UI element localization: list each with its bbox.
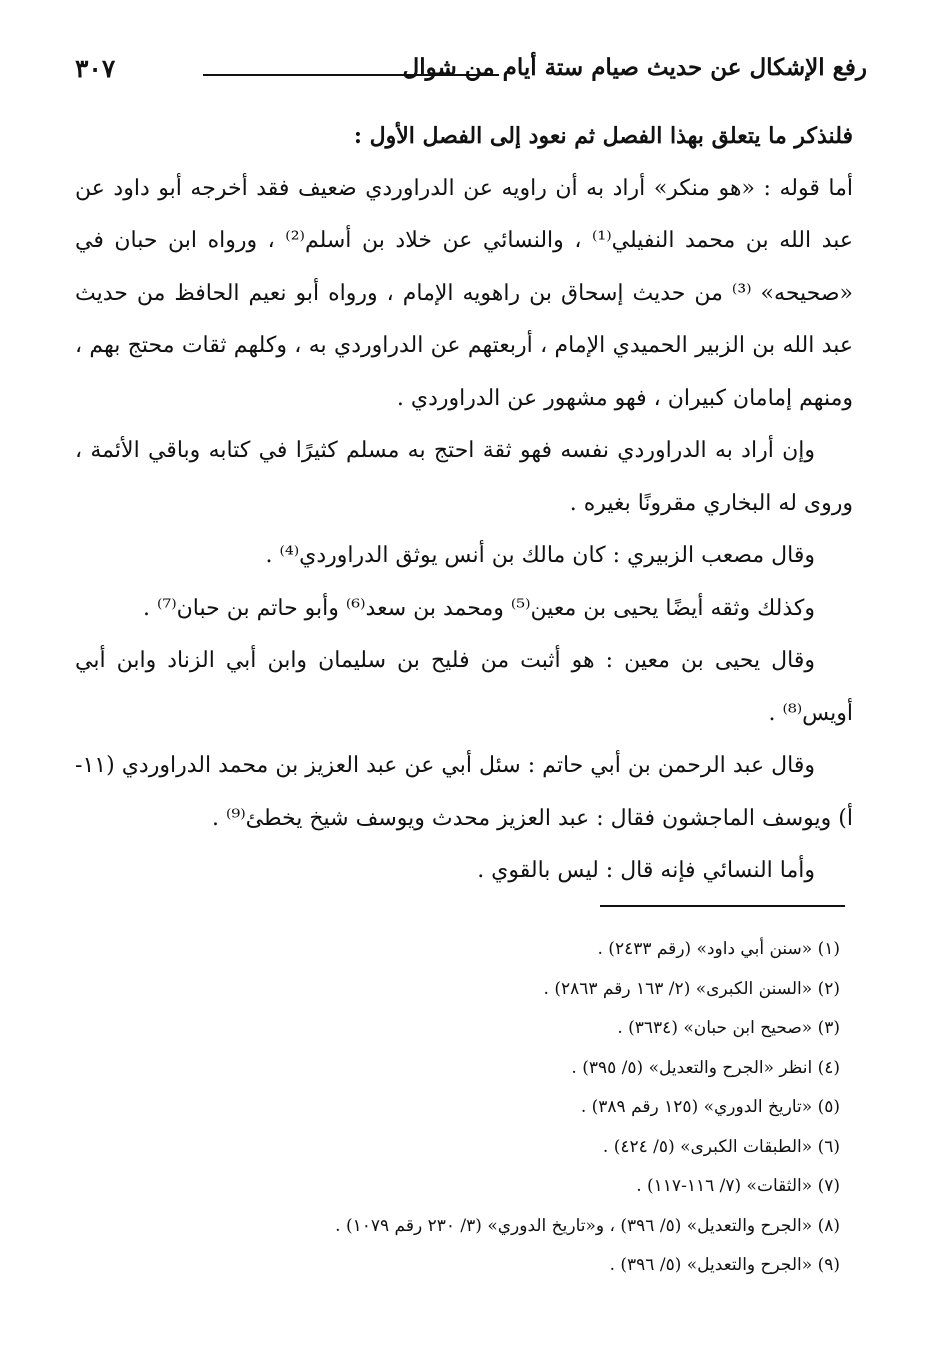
paragraph: وكذلك وثقه أيضًا يحيى بن معين⁽⁵⁾ ومحمد بن سعد⁽⁶⁾ وأبو حاتم بن حبان⁽⁷⁾ . [143,595,815,621]
body-text [75,110,853,898]
header-rule [203,74,499,76]
paragraph: وإن أراد به الدراوردي نفسه فهو ثقة احتج به مسلم كثيرًا في كتابه وباقي الأئمة ، وروى له البخاري مقرونًا بغيره . [75,438,853,516]
footnote: (٨) «الجرح والتعديل» (٥/ ٣٩٦) ، و«تاريخ الدوري» (٣/ ٢٣٠ رقم ١٠٧٩) . [335,1215,840,1236]
paragraph: وقال عبد الرحمن بن أبي حاتم : سئل أبي عن عبد العزيز بن محمد الدراوردي (١١-أ) ويوسف الماجشون فقال : عبد العزيز محدث ويوسف شيخ يخطئ⁽⁹⁾ . [75,753,853,831]
footnote-separator [600,905,845,907]
footnote: (٣) «صحيح ابن حبان» (٣٦٣٤) . [617,1018,840,1038]
paragraph: أما قوله : «هو منكر» أراد به أن راويه عن الدراوردي ضعيف فقد أخرجه أبو داود عن عبد الله بن محمد النفيلي⁽¹⁾ ، والنسائي عن خلاد بن أسلم⁽²⁾ ، ورواه ابن حبان في «صحيحه» ⁽³⁾ من حديث إسحاق بن راهويه الإمام ، ورواه أبو نعيم الحافظ من حديث عبد الله بن الزبير الحميدي الإمام ، أربعتهم عن الدراوردي به ، وكلهم ثقات محتج بهم ، ومنهم إمامان كبيران ، فهو مشهور عن الدراوردي . [75,175,853,411]
footnote: (١) «سنن أبي داود» (رقم ٢٤٣٣) . [597,939,840,959]
footnote: (٥) «تاريخ الدوري» (١٢٥ رقم ٣٨٩) . [580,1097,840,1117]
footnote: (٦) «الطبقات الكبرى» (٥/ ٤٢٤) . [602,1136,840,1157]
paragraph: وأما النسائي فإنه قال : ليس بالقوي . [477,858,815,883]
footnote: (٩) «الجرح والتعديل» (٥/ ٣٩٦) . [609,1255,840,1275]
paragraph: فلنذكر ما يتعلق بهذا الفصل ثم نعود إلى الفصل الأول : [353,123,853,149]
running-header-title: رفع الإشكال عن حديث صيام ستة أيام من شوال [402,54,867,81]
footnote: (٤) انظر «الجرح والتعديل» (٥/ ٣٩٥) . [571,1057,840,1078]
running-header [75,50,867,90]
footnotes [80,930,840,1286]
page-number: ٣٠٧ [75,54,116,83]
paragraph: وقال مصعب الزبيري : كان مالك بن أنس يوثق الدراوردي⁽⁴⁾ . [265,543,815,568]
paragraph: وقال يحيى بن معين : هو أثبت من فليح بن سليمان وابن أبي الزناد وابن أبي أويس⁽⁸⁾ . [75,648,853,726]
footnote: (٧) «الثقات» (٧/ ١١٦-١١٧) . [636,1176,840,1196]
footnote: (٢) «السنن الكبرى» (٢/ ١٦٣ رقم ٢٨٦٣) . [543,978,840,999]
